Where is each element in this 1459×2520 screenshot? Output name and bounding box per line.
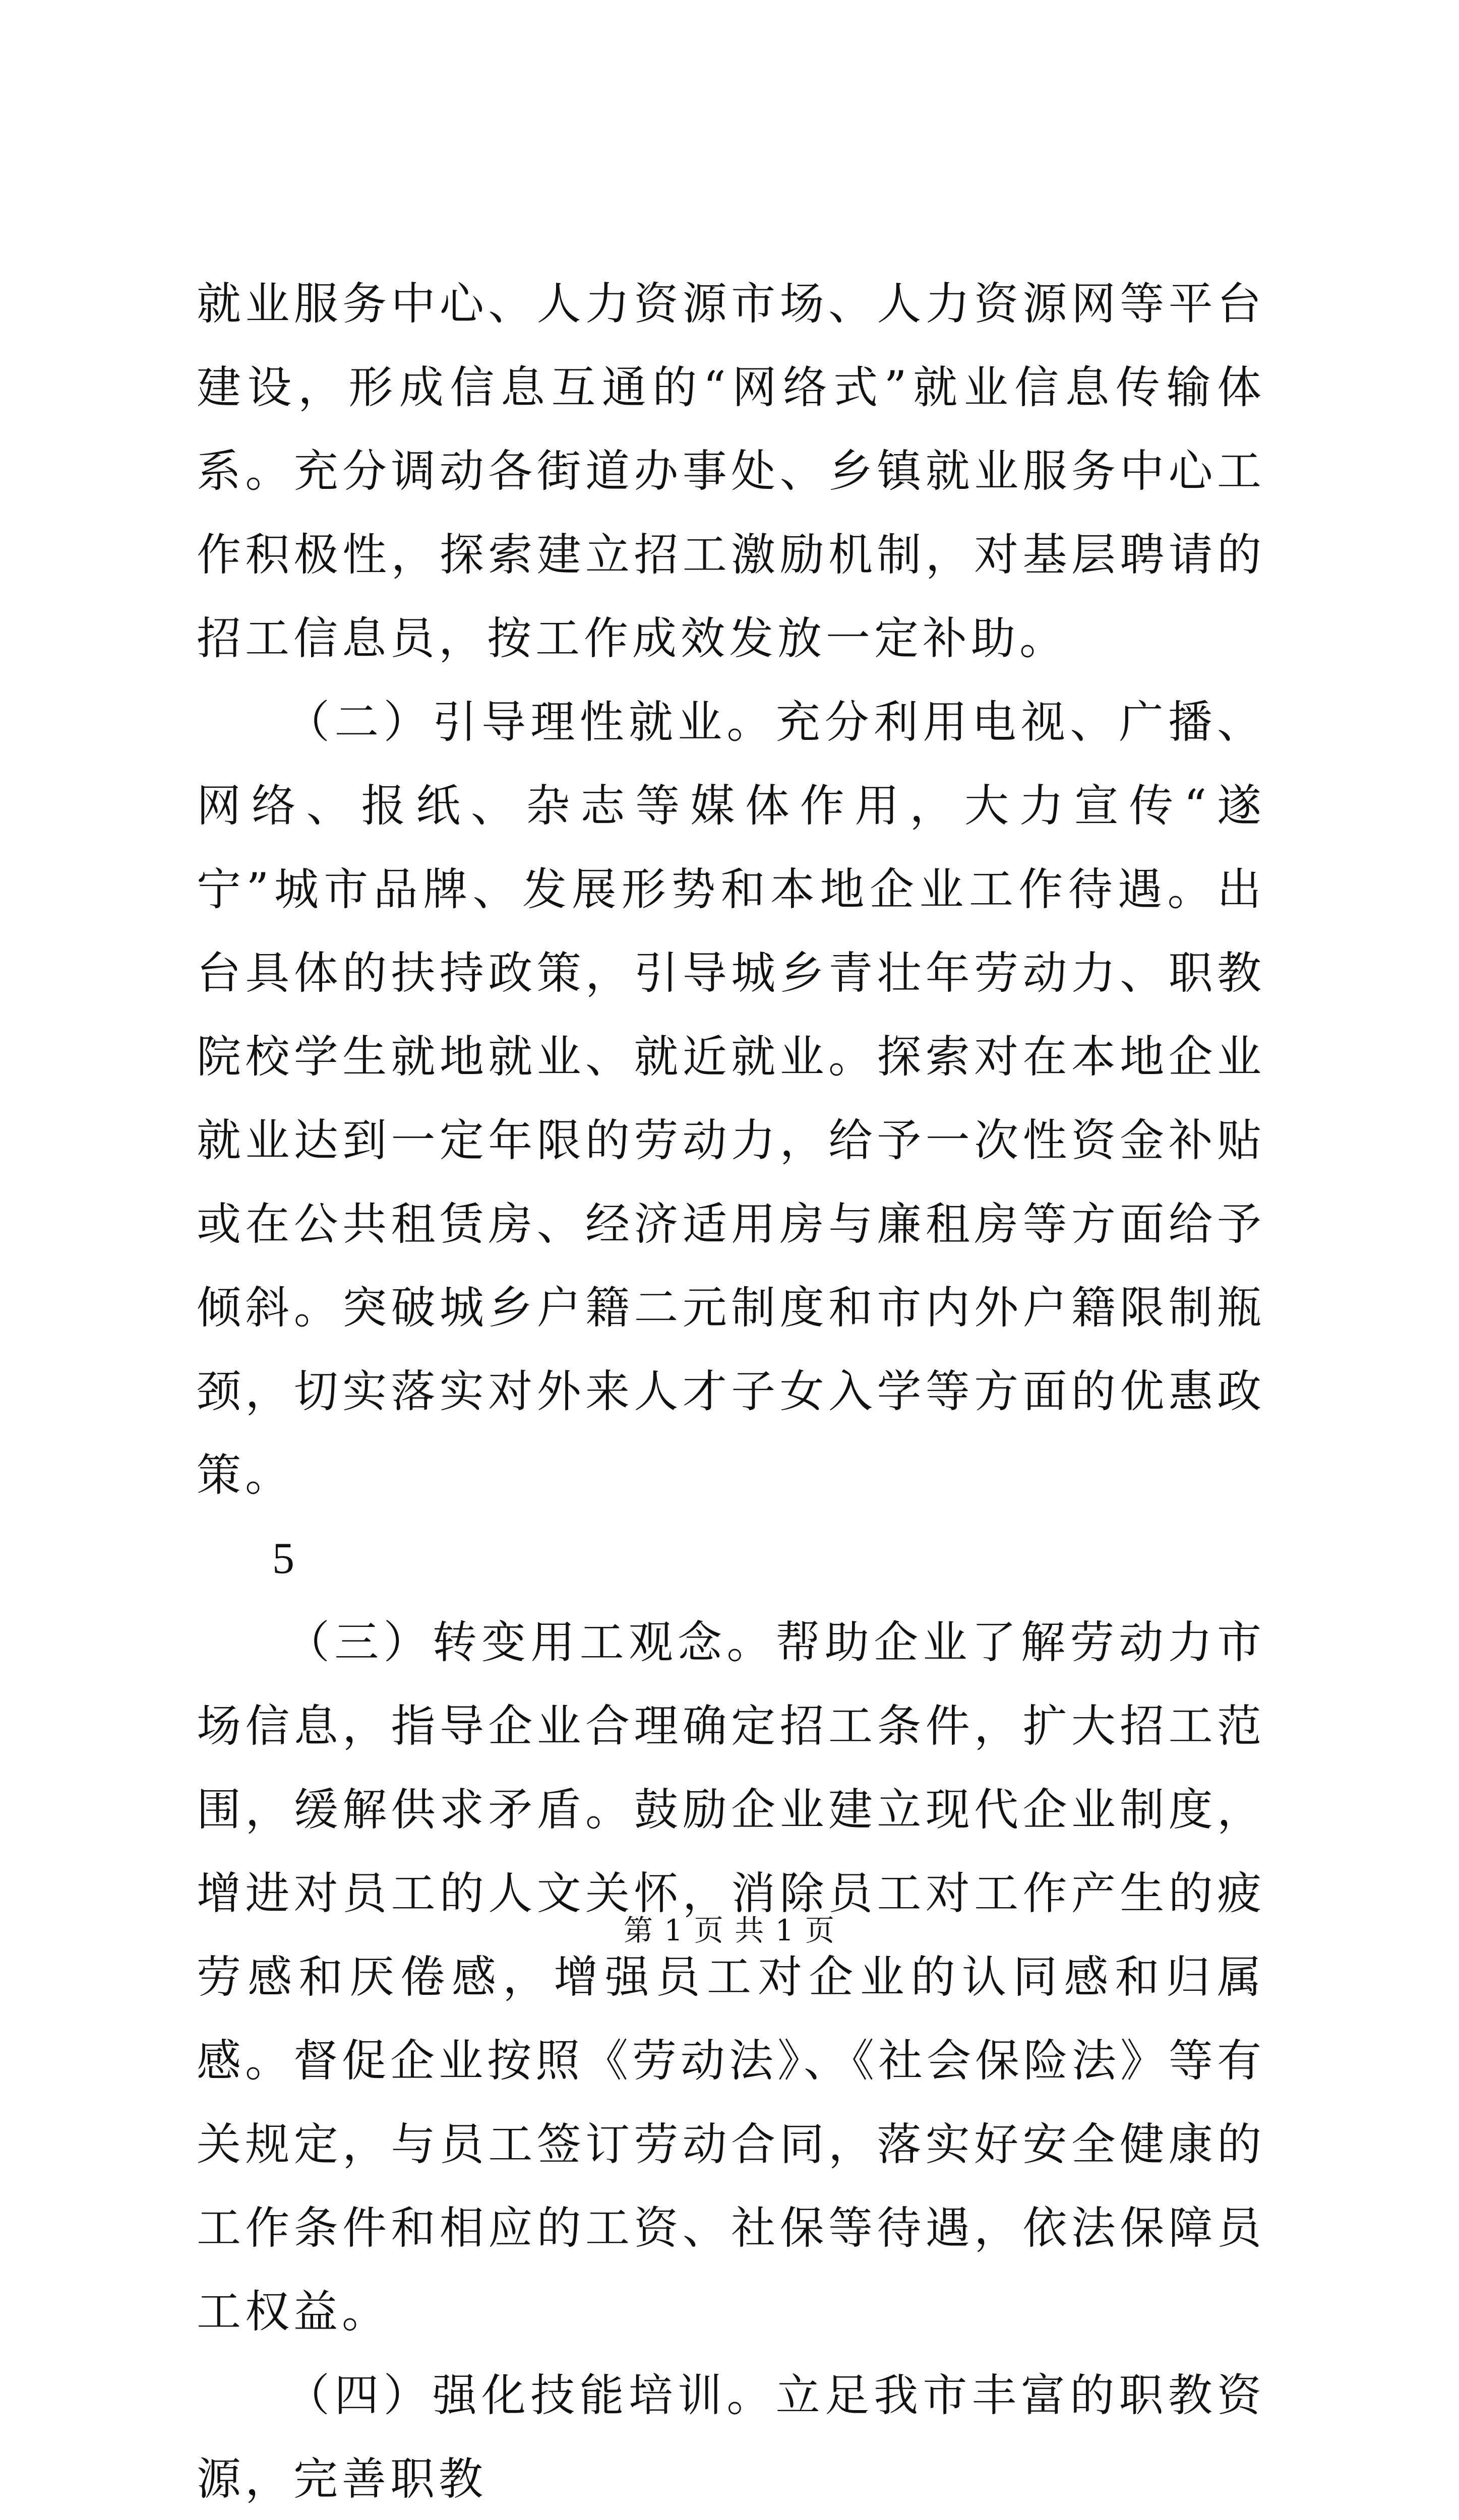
paragraph-skills-training: （四）强化技能培训。立足我市丰富的职教资源，完善职教	[197, 2369, 1265, 2505]
paragraph-change-employment-concept: （三）转变用工观念。帮助企业了解劳动力市场信息，指导企业合理确定招工条件，扩大招工范围，缓解供求矛盾。鼓励企业建立现代企业制度，增进对员工的人文关怀，消除员工对工作产生的疲劳感和厌倦感，增强员工对企业的认同感和归属感。督促企业按照《劳动法》、《社会保险法》等有关规定，与员工签订劳动合同，落实好安全健康的工作条件和相应的工资、社保等待遇，依法保障员工权益。	[197, 1616, 1266, 2338]
paragraph-platform-building: 就业服务中心、人力资源市场、人力资源网等平台建设，形成信息互通的“网络式”就业信息传输体系。充分调动各街道办事处、乡镇就业服务中心工作积极性，探索建立招工激励机制，对基层聘请的招工信息员，按工作成效发放一定补助。	[197, 278, 1265, 664]
page-footer: 第 1 页 共 1 页	[624, 1913, 835, 1947]
inline-page-number: 5	[272, 1534, 294, 1583]
document-body	[197, 262, 1265, 2520]
paragraph-guide-rational-employment: （二）引导理性就业。充分利用电视、广播、网络、报纸、杂志等媒体作用，大力宣传“遂宁”城市品牌、发展形势和本地企业工作待遇。出台具体的扶持政策，引导城乡青壮年劳动力、职教院校学生就地就业、就近就业。探索对在本地企业就业达到一定年限的劳动力，给予一次性资金补贴或在公共租赁房、经济适用房与廉租房等方面给予倾斜。突破城乡户籍二元制度和市内外户籍限制瓶颈，切实落实对外来人才子女入学等方面的优惠政策。	[197, 696, 1265, 1501]
